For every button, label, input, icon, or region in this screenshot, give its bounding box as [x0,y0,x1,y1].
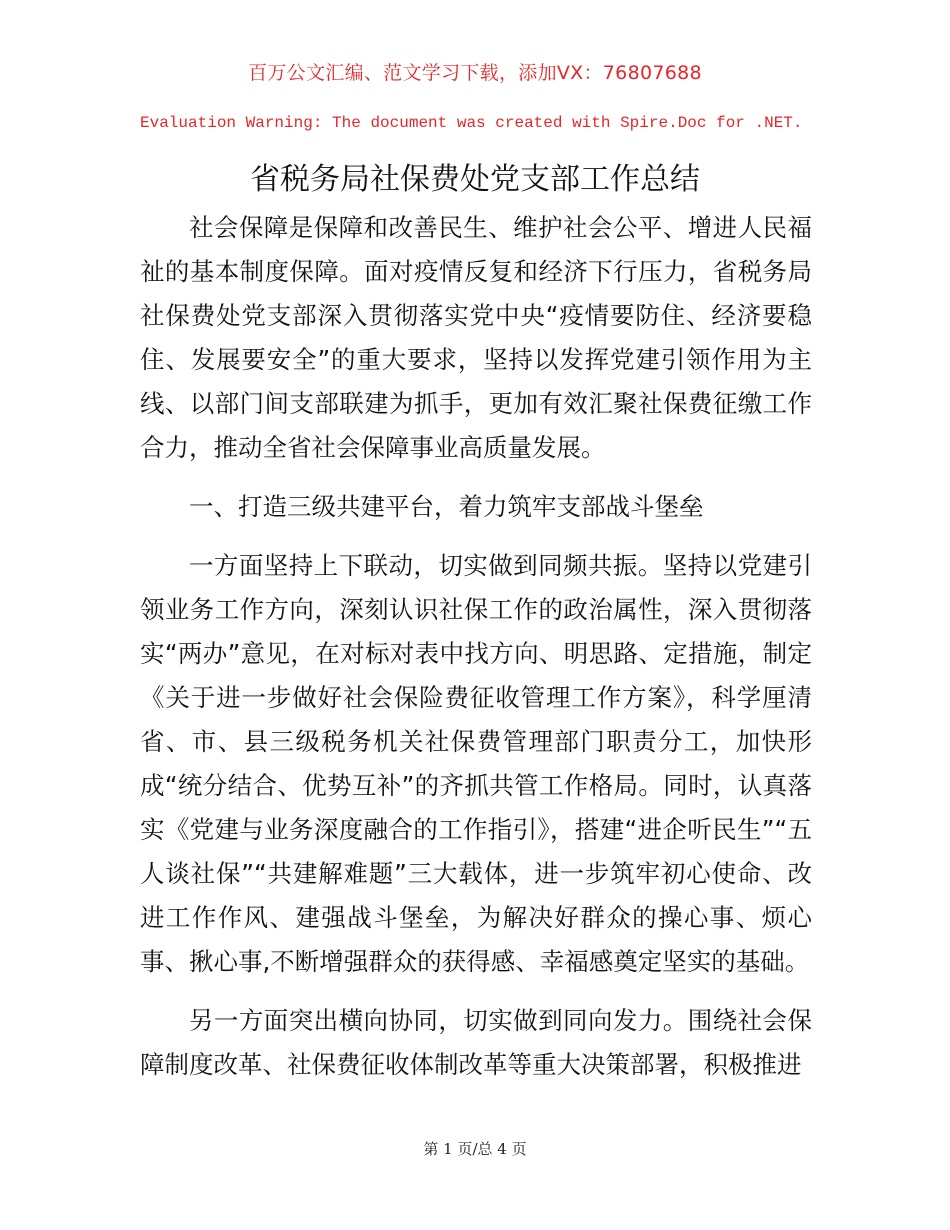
paragraph-intro: 社会保障是保障和改善民生、维护社会公平、增进人民福祉的基本制度保障。面对疫情反复和经济下行压力，省税务局社保费处党支部深入贯彻落实党中央“疫情要防住、经济要稳住、发展要安全”的重大要求，坚持以发挥党建引领作用为主线、以部门间支部联建为抓手，更加有效汇聚社保费征缴工作合力，推动全省社会保障事业高质量发展。 [140,213,812,462]
paragraph-horizontal-coordination: 另一方面突出横向协同，切实做到同向发力。围绕社会保障制度改革、社保费征收体制改革等重大决策部署，积极推进 [140,1006,812,1079]
paragraph-vertical-linkage: 一方面坚持上下联动，切实做到同频共振。坚持以党建引领业务工作方向，深刻认识社保工作的政治属性，深入贯彻落实“两办”意见，在对标对表中找方向、明思路、定措施，制定《关于进一步做好社会保险费征收管理工作方案》，科学厘清省、市、县三级税务机关社保费管理部门职责分工，加快形成“统分结合、优势互补”的齐抓共管工作格局。同时，认真落实《党建与业务深度融合的工作指引》，搭建“进企听民生”“五人谈社保”“共建解难题”三大载体，进一步筑牢初心使命、改进工作作风、建强战斗堡垒，为解决好群众的操心事、烦心事、揪心事,不断增强群众的获得感、幸福感奠定坚实的基础。 [140,551,812,976]
header-ad-text: 百万公文汇编、范文学习下载，添加VX：76807688 [248,62,702,84]
document-body [140,206,812,1102]
page-indicator: 第 1 页/总 4 页 [423,1140,527,1158]
section-heading: 一、打造三级共建平台，着力筑牢支部战斗堡垒 [189,492,704,521]
document-title: 省税务局社保费处党支部工作总结 [250,162,700,197]
evaluation-warning: Evaluation Warning: The document was created with Spire.Doc for .NET. [140,114,803,132]
